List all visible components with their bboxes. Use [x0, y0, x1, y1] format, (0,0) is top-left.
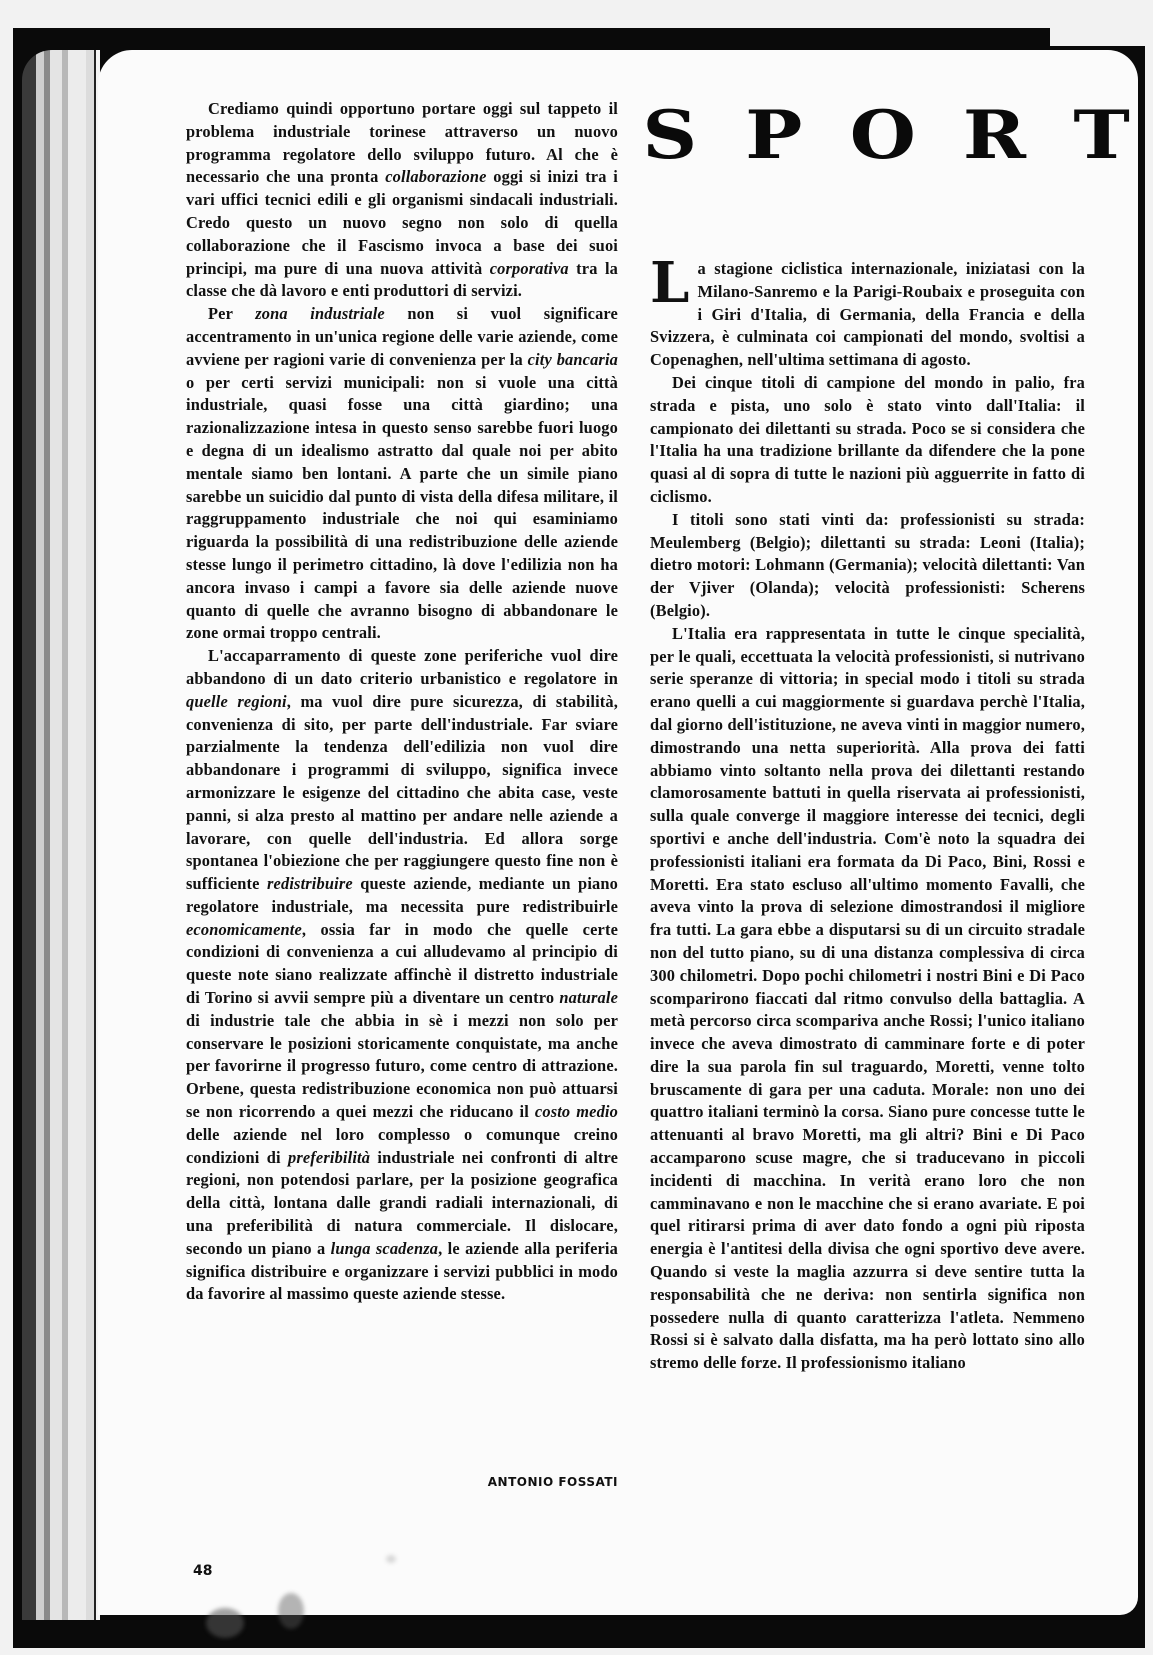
italic-emphasis: quelle regioni: [186, 691, 287, 711]
text-run: Crediamo quindi opportuno portare oggi sul tappeto il problema industriale torinese attraverso un nuovo programma regolatore dello sviluppo futuro. Al che è necessario che una pronta: [186, 99, 618, 187]
text-run: L'Italia era rappresentata in tutte le cinque specialità, per le quali, eccettuata la velocità professionisti, si nutrivano serie speranze di vittoria; in special modo i titoli su strada erano quelli a cui maggiormente si guardava perchè l'Italia, dal giorno dell'istituzione, ne aveva vinti in maggior numero, dimostrando una netta superiorità. Alla prova dei fatti abbiamo vinto soltanto nella prova dei dilettanti restando clamorosamente battuti in quella riservata ai professionisti, sulla quale converge il maggiore interesse dei tecnici, degli sportivi e anche dell'industria. Com'è noto la squadra dei professionisti italiani era formata da Di Paco, Bini, Rossi e Moretti. Era stato escluso all'ultimo momento Favalli, che aveva vinto la prova di selezione dimostrandosi il migliore fra tutti. La gara ebbe a disputarsi su di un circuito stradale non del tutto piano, su di una distanza complessiva di circa 300 chilometri. Dopo pochi chilometri i nostri Bini e Di Paco scomparirono fiaccati dal ritmo convulso della battaglia. A metà percorso circa scompariva anche Rossi; l'unico italiano invece che aveva dimostrato di camminare forte e di poter dire la sua parola fin sul traguardo, Moretti, venne tolto bruscamente di gara per una caduta. Morale: non uno dei quattro italiani terminò la corsa. Siano pure concesse tutte le attenuanti al bravo Moretti, ma gli altri? Bini e Di Paco accamparono scuse magre, che si traducevano in piccoli incidenti di macchina. In verità erano loro che non camminavano e non le macchine che si erano avariate. E poi quel ritirarsi prima di aver dato fondo a ogni più riposta energia è l'antitesi della divisa che ogni sportivo deve avere. Quando si veste la maglia azzurra si deve sentire tutta la responsabilità che ne deriva: non sentirla significa non possedere nulla di quanto caratterizza l'atleta. Nemmeno Rossi si è salvato dalla disfatta, ma ha però lottato sino allo stremo delle forze. Il professionismo italiano: [650, 623, 1085, 1373]
text-run: o per certi servizi municipali: non si vuole una città industriale, quasi fosse una città giardino; una razionalizzazione intesa in questo senso sarebbe fuori luogo e degna di un idealismo astratto dal quale noi per abito mentale siamo ben lontani. A parte che un simile piano sarebbe un suicidio dal punto di vista della difesa militare, il raggruppamento industriale che noi qui esaminiamo riguarda la possibilità di una redistribuzione delle aziende stesse lungo il perimetro cittadino, là dove l'edilizia non ha ancora invaso i campi a favore sia delle aziende nuove quanto di quelle che avranno bisogno di abbandonare le zone ormai troppo centrali.: [186, 372, 618, 643]
text-run: , ma vuol dire pure sicurezza, di stabilità, convenienza di sito, per parte dell'industriale. Far sviare parzialmente la tendenza dell'edilizia non vuol dire abbandonare i programmi di sviluppo, significa invece armonizzare le esigenze del cittadino che abita case, veste panni, si alza presto al mattino per andare nelle aziende a lavorare, con quelle dell'industria. Ed allora sorge spontanea l'obiezione che per raggiungere questo fine non è sufficiente: [186, 691, 618, 894]
text-run: L'accaparramento di queste zone periferiche vuol dire abbandono di un dato criterio urbanistico e regolatore in: [186, 646, 618, 688]
page-edges-stack: [22, 50, 100, 1620]
text-run: non si vuol significare accentramento in un'unica regione delle varie aziende, come avviene per ragioni varie di convenienza per la: [186, 304, 618, 369]
text-run: I titoli sono stati vinti da: professionisti su strada: Meulemberg (Belgio); dilettanti su strada: Leoni (Italia); dietro motori: Lohmann (Germania); velocità dilettanti: Van der Vjiver (Olanda); velocità professionisti: Scherens (Belgio).: [650, 509, 1085, 620]
italic-emphasis: economicamente: [186, 919, 302, 939]
article-paragraph: [650, 250, 1085, 372]
author-signature: ANTONIO FOSSATI: [487, 1475, 618, 1489]
text-run: , ossia far in modo che quelle certe condizioni di convenienza a cui alludevamo al principio di queste note siano realizzate affinchè il distretto industriale di Torino si avvii sempre più a diventare un centro: [186, 919, 618, 1008]
drop-cap: L: [650, 250, 690, 316]
text-run: a stagione ciclistica internazionale, iniziatasi con la Milano-Sanremo e la Parigi-Roubaix e proseguita con i Giri d'Italia, di Germania, della Francia e della Svizzera, è culminata coi campionati del mondo, svoltisi a Copenaghen, nell'ultima settimana di agosto.: [650, 259, 1085, 370]
italic-emphasis: naturale: [559, 988, 618, 1008]
italic-emphasis: zona industriale: [255, 304, 385, 324]
title-letter: O: [849, 96, 916, 174]
page-number: 48: [193, 1563, 213, 1579]
italic-emphasis: costo medio: [534, 1102, 618, 1122]
italic-emphasis: city bancaria: [527, 349, 618, 369]
ink-smudge: [278, 1593, 304, 1629]
text-run: Dei cinque titoli di campione del mondo in palio, fra strada e pista, uno solo è stato vinto dall'Italia: il campionato dei dilettanti su strada. Poco se si considera che l'Italia ha una tradizione brillante da difendere che la pone quasi al di sopra di tutte le nazioni più agguerrite in fatto di ciclismo.: [650, 372, 1085, 506]
text-run: delle aziende nel loro complesso o comunque creino condizioni di: [186, 1124, 618, 1167]
title-letter: T: [1073, 96, 1130, 174]
magazine-page: [98, 50, 1138, 1615]
article-paragraph: [186, 303, 618, 645]
article-paragraph: [186, 645, 618, 1306]
right-article-column: [650, 250, 1085, 1375]
italic-emphasis: redistribuire: [267, 874, 353, 894]
article-paragraph: [650, 509, 1085, 623]
text-run: Per: [208, 304, 256, 324]
italic-emphasis: corporativa: [489, 258, 569, 278]
article-paragraph: [186, 98, 618, 303]
text-run: , le aziende alla periferia significa distribuire e organizzare i servizi pubblici in modo da favorire al massimo queste aziende stesse.: [186, 1238, 618, 1304]
ink-smudge: [386, 1555, 396, 1563]
article-paragraph: [650, 372, 1085, 509]
text-run: tra la classe che dà lavoro e enti produttori di servizi.: [186, 258, 618, 301]
left-article-column: [186, 98, 618, 1306]
italic-emphasis: preferibilità: [288, 1147, 371, 1167]
title-letter: P: [745, 96, 803, 174]
text-run: industriale nei confronti di altre regioni, non potendosi parlare, per la posizione geografica della città, lontana dalle grandi radiali internazionali, di una preferibilità di natura commerciale. Il dislocare, secondo un piano a: [186, 1147, 619, 1258]
border-notch: [1050, 28, 1145, 46]
italic-emphasis: collaborazione: [385, 167, 487, 187]
italic-emphasis: lunga scadenza: [330, 1238, 439, 1258]
article-paragraph: [650, 623, 1085, 1375]
section-title-sport: [642, 96, 1130, 174]
title-letter: S: [642, 96, 698, 174]
title-letter: R: [962, 96, 1026, 174]
ink-smudge: [206, 1608, 244, 1638]
text-run: di industrie tale che abbia in sè i mezzi non solo per conservare le posizioni storicamente conquistate, ma anche per favorirne il progresso futuro, come centro di attrazione. Orbene, questa redistribuzione economica non può attuarsi se non ricorrendo a quei mezzi che riducano il: [186, 1010, 618, 1122]
text-run: queste aziende, mediante un piano regolatore industriale, ma necessita pure redistribuirle: [186, 874, 618, 916]
text-run: oggi si inizi tra i vari uffici tecnici edili e gli organismi sindacali industriali. Credo questo un nuovo segno non solo di quella collaborazione che il Fascismo invoca a base dei suoi principi, ma pure di una nuova attività: [186, 167, 618, 278]
